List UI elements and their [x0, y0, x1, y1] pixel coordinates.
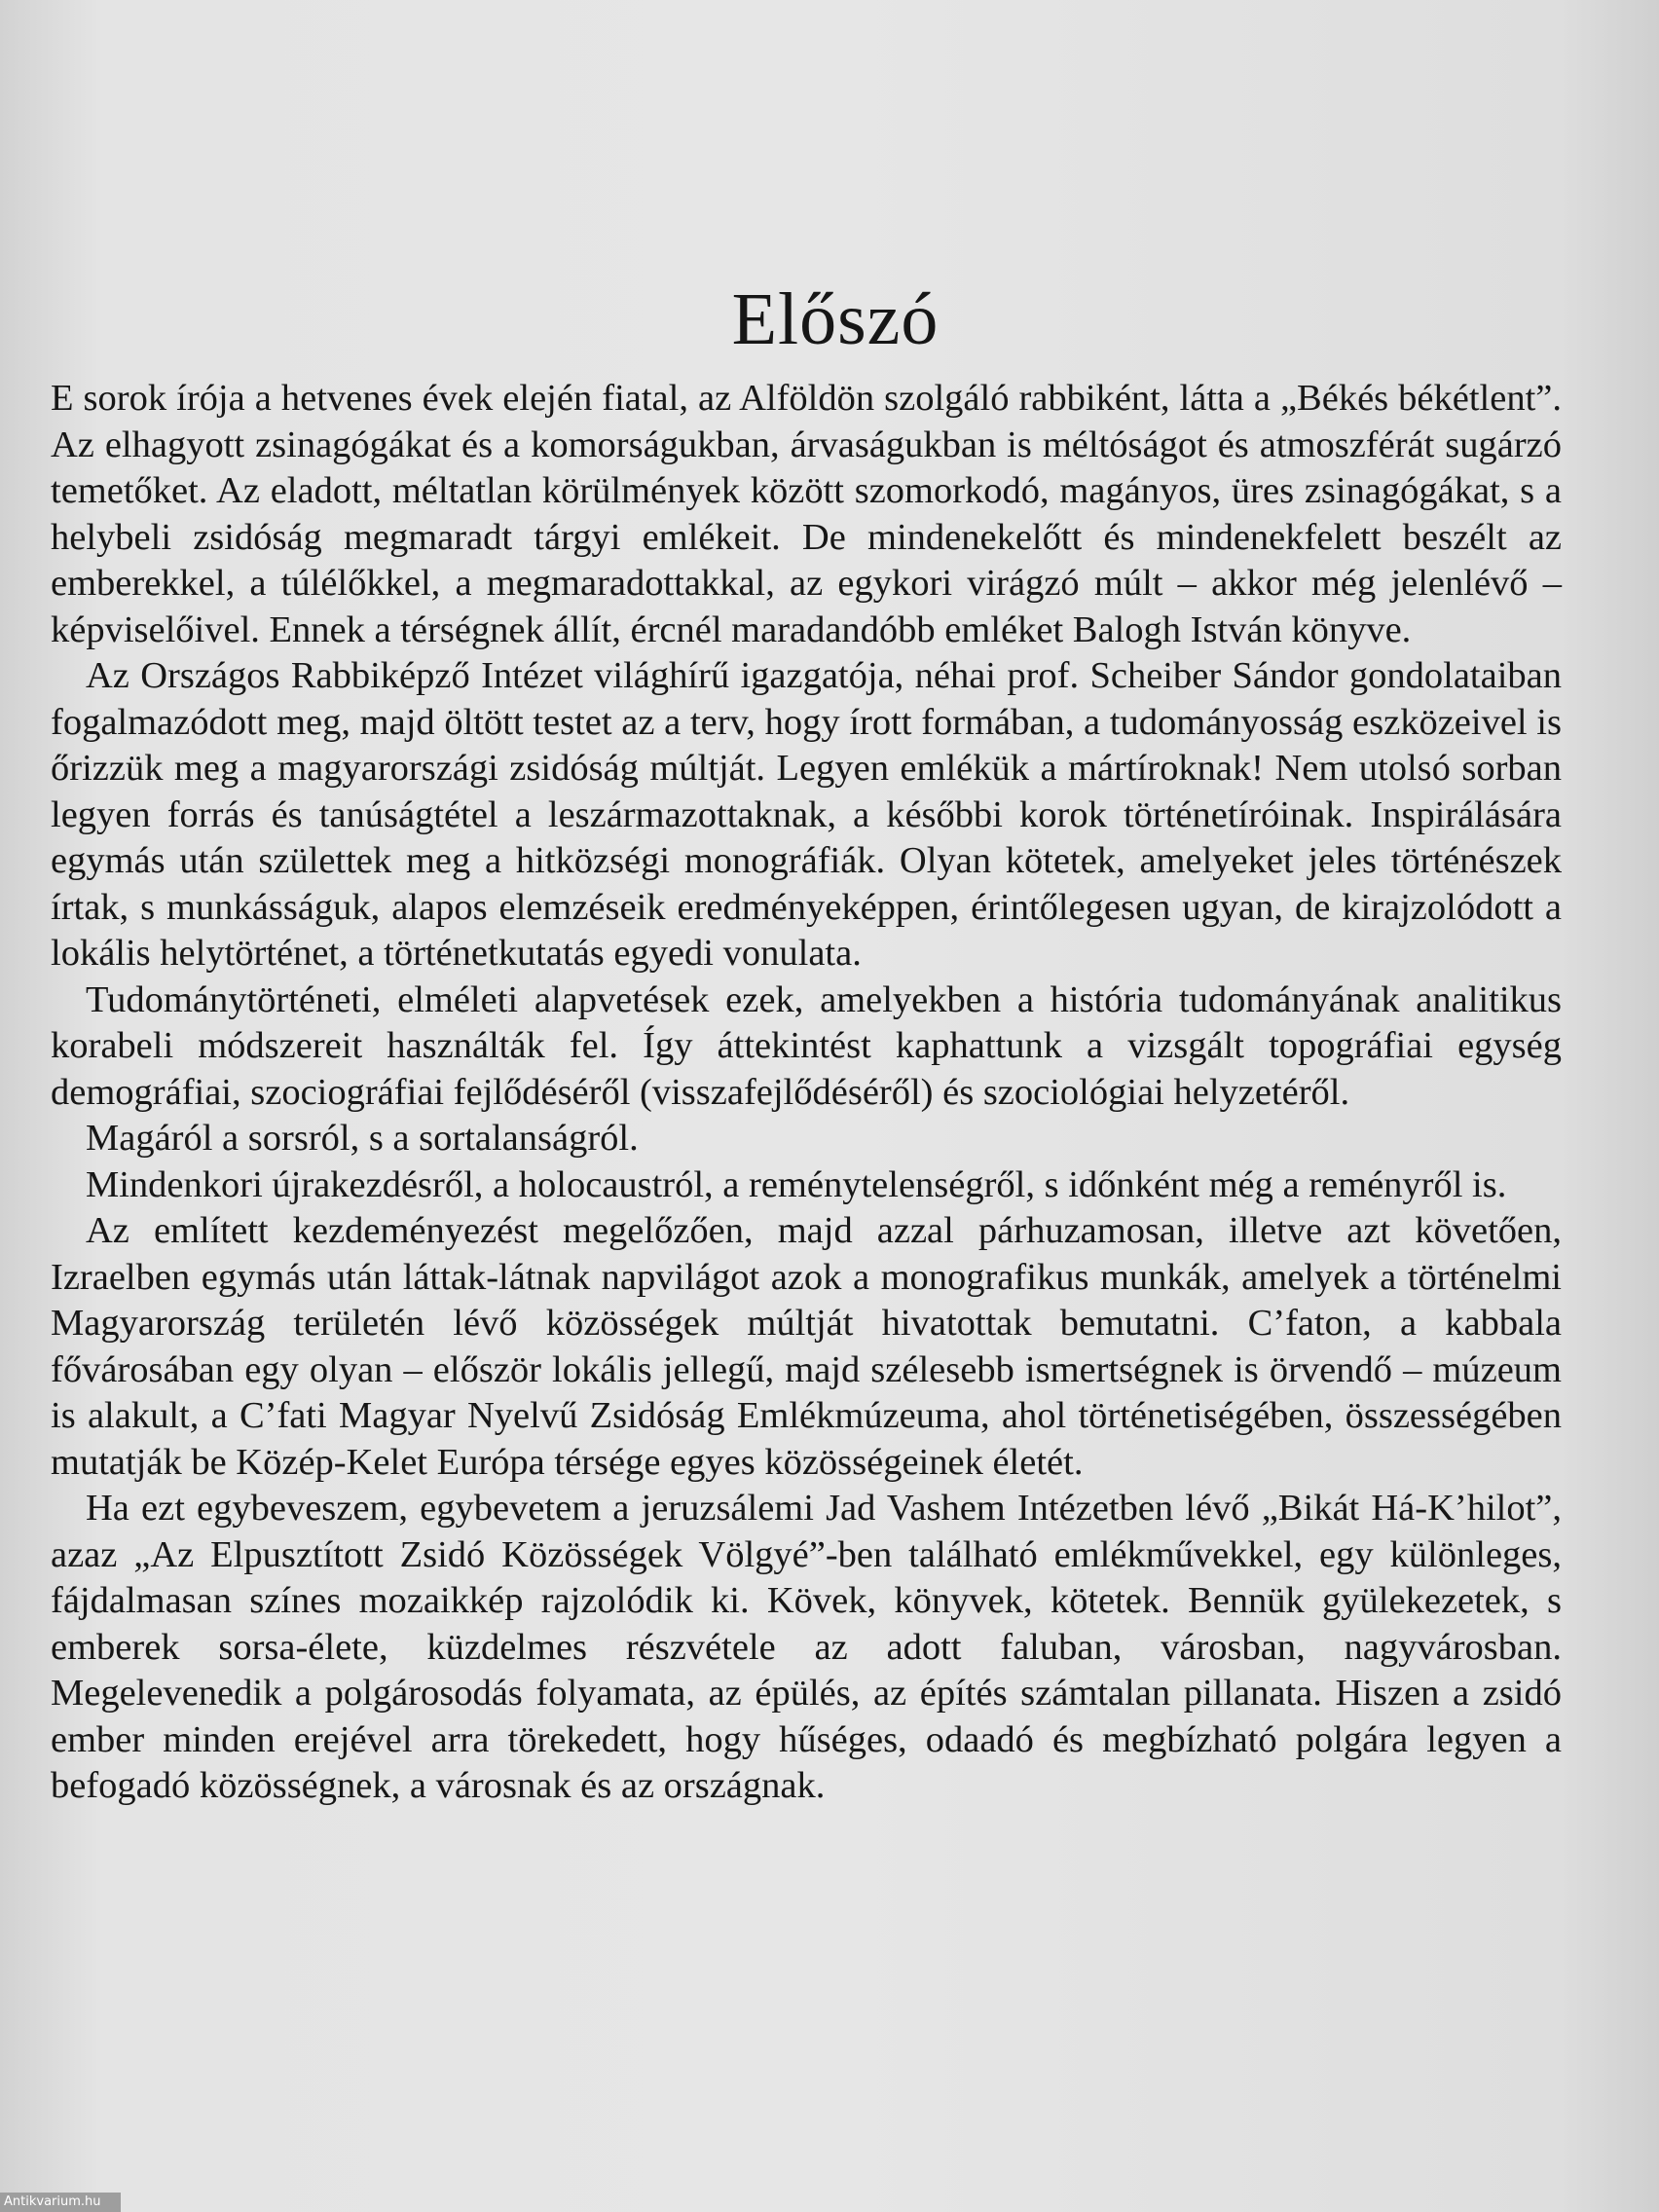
- paragraph-3: Tudománytörténeti, elméleti alapvetések ezek, amelyekben a história tudományának analitikus korabeli módszereit használták fel. Így áttekintést kaphattunk a vizsgált topográfiai egység demográfiai, szociográfiai fejlődéséről (visszafejlődéséről) és szociológiai helyzetéről.: [51, 978, 1562, 1113]
- paragraph-6: Az említett kezdeményezést megelőzően, majd azzal párhuzamosan, illetve azt követően, Izraelben egymás után láttak-látnak napvilágot azok a monografikus munkák, amelyek a történelmi Magyarország területén lévő közösségek múltját hivatottak bemutatni. C’faton, a kabbala fővárosában egy olyan – először lokális jellegű, majd szélesebb ismertségnek is örvendő – múzeum is alakult, a C’fati Magyar Nyelvű Zsidóság Emlékmúzeuma, ahol történetiségében, összességében mutatják be Közép-Kelet Európa térsége egyes közösségeinek életét.: [51, 1210, 1562, 1483]
- watermark-logo: Antikvarium.hu: [0, 2193, 121, 2212]
- page-title: Előszó: [731, 278, 940, 360]
- paragraph-4: Magáról a sorsról, s a sortalanságról.: [86, 1118, 639, 1159]
- paragraph-2: Az Országos Rabbiképző Intézet világhírű igazgatója, néhai prof. Scheiber Sándor gondolataiban fogalmazódott meg, majd öltött testet az a terv, hogy írott formában, a tudományosság eszközeivel is őrizzük meg a magyarországi zsidóság múltját. Legyen emlékük a mártíroknak! Nem utolsó sorban legyen forrás és tanúságtétel a leszármazottaknak, a későbbi korok történetíróinak. Inspirálására egymás után születtek meg a hitközségi monográfiák. Olyan kötetek, amelyeket jeles történészek írtak, s munkásságuk, alapos elemzéseik eredményeképpen, érintőlegesen ugyan, de kirajzolódott a lokális helytörténet, a történetkutatás egyedi vonulata.: [51, 655, 1562, 974]
- paragraph-5: Mindenkori újrakezdésről, a holocaustról, a reménytelenségről, s időnként még a reményről is.: [86, 1163, 1507, 1205]
- page-content: [51, 273, 1562, 1810]
- paragraph-7: Ha ezt egybeveszem, egybevetem a jeruzsálemi Jad Vashem Intézetben lévő „Bikát Há-K’hilot”, azaz „Az Elpusztított Zsidó Közösségek Völgyé”-ben található emlékművekkel, egy különleges, fájdalmasan színes mozaikkép rajzolódik ki. Kövek, könyvek, kötetek. Bennük gyülekezetek, s emberek sorsa-élete, küzdelmes részvétele az adott faluban, városban, nagyvárosban. Megelevenedik a polgárosodás folyamata, az épülés, az építés számtalan pillanata. Hiszen a zsidó ember minden erejével arra törekedett, hogy hűséges, odaadó és megbízható polgára legyen a befogadó közösségnek, a városnak és az országnak.: [51, 1488, 1562, 1806]
- paragraph-1: E sorok írója a hetvenes évek elején fiatal, az Alföldön szolgáló rabbiként, látta a „Békés békétlent”. Az elhagyott zsinagógákat és a komorságukban, árvaságukban is méltóságot és atmoszférát sugárzó temetőket. Az eladott, méltatlan körülmények között szomorkodó, magányos, üres zsinagógákat, s a helybeli zsidóság megmaradt tárgyi emlékeit. De mindenekelőtt és mindenekfelett beszélt az emberekkel, a túlélőkkel, a megmaradottakkal, az egykori virágzó múlt – akkor még jelenlévő – képviselőivel. Ennek a térségnek állít, ércnél maradandóbb emléket Balogh István könyve.: [51, 378, 1562, 650]
